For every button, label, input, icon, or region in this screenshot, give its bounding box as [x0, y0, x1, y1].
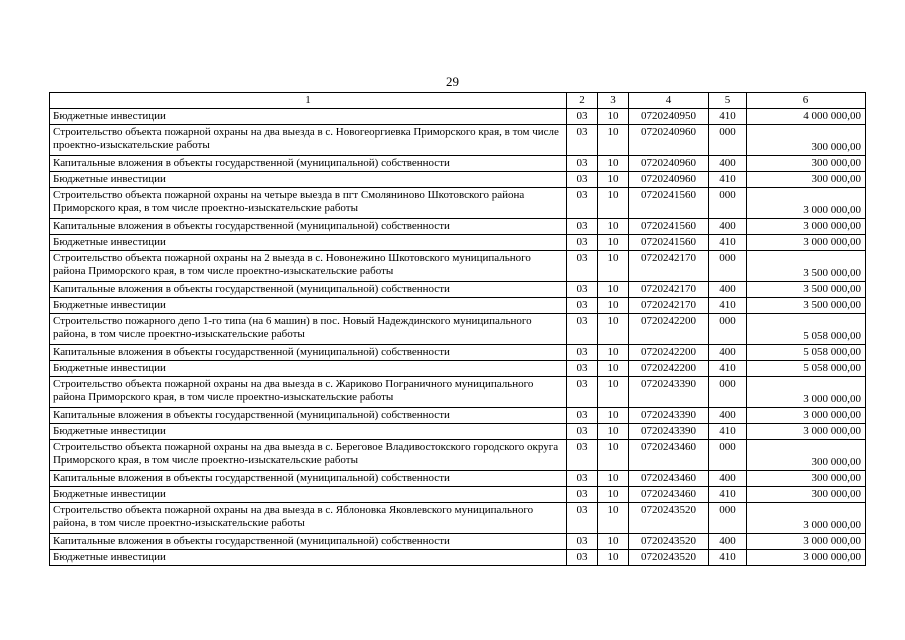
- target-article-code: 0720243390: [629, 377, 709, 408]
- subsection-code: 10: [598, 487, 629, 503]
- amount-value: 5 058 000,00: [747, 345, 866, 361]
- expense-type-code: 410: [709, 235, 747, 251]
- target-article-code: 0720243460: [629, 471, 709, 487]
- amount-value: 3 000 000,00: [747, 235, 866, 251]
- target-article-code: 0720241560: [629, 235, 709, 251]
- subsection-code: 10: [598, 251, 629, 282]
- expense-type-code: 410: [709, 487, 747, 503]
- header-col-6: 6: [747, 93, 866, 109]
- section-code: 03: [567, 282, 598, 298]
- target-article-code: 0720242200: [629, 361, 709, 377]
- table-row: [50, 471, 866, 487]
- section-code: 03: [567, 503, 598, 534]
- budget-item-name: Капитальные вложения в объекты государственной (муниципальной) собственности: [50, 345, 567, 361]
- budget-item-name: Строительство объекта пожарной охраны на два выезда в с. Жариково Пограничного муниципального района Приморского края, в том числе проектно-изыскательские работы: [50, 377, 567, 408]
- subsection-code: 10: [598, 219, 629, 235]
- table-row: [50, 440, 866, 471]
- table-row: [50, 282, 866, 298]
- target-article-code: 0720240950: [629, 109, 709, 125]
- expense-type-code: 410: [709, 424, 747, 440]
- table-row: [50, 188, 866, 219]
- budget-item-name: Строительство объекта пожарной охраны на 2 выезда в с. Новонежино Шкотовского муниципального района Приморского края, в том числе проектно-изыскательские работы: [50, 251, 567, 282]
- budget-item-name: Бюджетные инвестиции: [50, 109, 567, 125]
- target-article-code: 0720243520: [629, 503, 709, 534]
- page-number: 29: [446, 74, 459, 89]
- budget-item-name: Строительство объекта пожарной охраны на два выезда в с. Яблоновка Яковлевского муниципального района, в том числе проектно-изыскательские работы: [50, 503, 567, 534]
- table-row: [50, 314, 866, 345]
- table-row: [50, 424, 866, 440]
- table-row: [50, 235, 866, 251]
- target-article-code: 0720242170: [629, 251, 709, 282]
- amount-value: 300 000,00: [747, 125, 866, 156]
- target-article-code: 0720243520: [629, 534, 709, 550]
- budget-table: [49, 92, 866, 566]
- amount-value: 3 000 000,00: [747, 424, 866, 440]
- table-row: [50, 534, 866, 550]
- section-code: 03: [567, 314, 598, 345]
- subsection-code: 10: [598, 282, 629, 298]
- expense-type-code: 400: [709, 534, 747, 550]
- target-article-code: 0720240960: [629, 125, 709, 156]
- budget-item-name: Капитальные вложения в объекты государственной (муниципальной) собственности: [50, 219, 567, 235]
- table-row: [50, 345, 866, 361]
- target-article-code: 0720240960: [629, 172, 709, 188]
- amount-value: 3 000 000,00: [747, 408, 866, 424]
- amount-value: 4 000 000,00: [747, 109, 866, 125]
- amount-value: 3 500 000,00: [747, 282, 866, 298]
- amount-value: 300 000,00: [747, 471, 866, 487]
- table-row: [50, 251, 866, 282]
- target-article-code: 0720243520: [629, 550, 709, 566]
- section-code: 03: [567, 172, 598, 188]
- subsection-code: 10: [598, 424, 629, 440]
- subsection-code: 10: [598, 298, 629, 314]
- expense-type-code: 000: [709, 251, 747, 282]
- table-row: [50, 109, 866, 125]
- table-row: [50, 125, 866, 156]
- budget-item-name: Бюджетные инвестиции: [50, 487, 567, 503]
- budget-item-name: Бюджетные инвестиции: [50, 235, 567, 251]
- target-article-code: 0720242200: [629, 345, 709, 361]
- section-code: 03: [567, 408, 598, 424]
- subsection-code: 10: [598, 503, 629, 534]
- amount-value: 3 000 000,00: [747, 219, 866, 235]
- amount-value: 3 000 000,00: [747, 534, 866, 550]
- section-code: 03: [567, 424, 598, 440]
- target-article-code: 0720242170: [629, 282, 709, 298]
- amount-value: 3 500 000,00: [747, 251, 866, 282]
- section-code: 03: [567, 219, 598, 235]
- budget-item-name: Строительство пожарного депо 1-го типа (на 6 машин) в пос. Новый Надеждинского муниципального района, в том числе проектно-изыскательские работы: [50, 314, 567, 345]
- section-code: 03: [567, 361, 598, 377]
- budget-item-name: Строительство объекта пожарной охраны на два выезда в с. Новогеоргиевка Приморского края, в том числе проектно-изыскательские работы: [50, 125, 567, 156]
- expense-type-code: 000: [709, 377, 747, 408]
- expense-type-code: 000: [709, 188, 747, 219]
- table-body: [50, 93, 866, 566]
- subsection-code: 10: [598, 440, 629, 471]
- amount-value: 300 000,00: [747, 156, 866, 172]
- header-col-3: 3: [598, 93, 629, 109]
- budget-item-name: Капитальные вложения в объекты государственной (муниципальной) собственности: [50, 471, 567, 487]
- target-article-code: 0720243460: [629, 487, 709, 503]
- section-code: 03: [567, 188, 598, 219]
- budget-item-name: Бюджетные инвестиции: [50, 172, 567, 188]
- section-code: 03: [567, 487, 598, 503]
- expense-type-code: 400: [709, 471, 747, 487]
- table-row: [50, 487, 866, 503]
- subsection-code: 10: [598, 377, 629, 408]
- amount-value: 300 000,00: [747, 440, 866, 471]
- target-article-code: 0720241560: [629, 219, 709, 235]
- budget-item-name: Капитальные вложения в объекты государственной (муниципальной) собственности: [50, 156, 567, 172]
- subsection-code: 10: [598, 534, 629, 550]
- budget-item-name: Бюджетные инвестиции: [50, 361, 567, 377]
- amount-value: 300 000,00: [747, 487, 866, 503]
- section-code: 03: [567, 251, 598, 282]
- expense-type-code: 410: [709, 298, 747, 314]
- section-code: 03: [567, 471, 598, 487]
- section-code: 03: [567, 534, 598, 550]
- expense-type-code: 000: [709, 503, 747, 534]
- table-row: [50, 408, 866, 424]
- budget-item-name: Капитальные вложения в объекты государственной (муниципальной) собственности: [50, 534, 567, 550]
- amount-value: 3 500 000,00: [747, 298, 866, 314]
- table-row: [50, 298, 866, 314]
- target-article-code: 0720241560: [629, 188, 709, 219]
- subsection-code: 10: [598, 235, 629, 251]
- expense-type-code: 000: [709, 125, 747, 156]
- header-col-4: 4: [629, 93, 709, 109]
- amount-value: 3 000 000,00: [747, 377, 866, 408]
- section-code: 03: [567, 298, 598, 314]
- subsection-code: 10: [598, 550, 629, 566]
- budget-item-name: Строительство объекта пожарной охраны на два выезда в с. Береговое Владивостокского городского округа Приморского края, в том числе проектно-изыскательские работы: [50, 440, 567, 471]
- expense-type-code: 410: [709, 172, 747, 188]
- expense-type-code: 400: [709, 156, 747, 172]
- table-row: [50, 156, 866, 172]
- target-article-code: 0720243460: [629, 440, 709, 471]
- subsection-code: 10: [598, 125, 629, 156]
- subsection-code: 10: [598, 471, 629, 487]
- target-article-code: 0720243390: [629, 408, 709, 424]
- section-code: 03: [567, 156, 598, 172]
- expense-type-code: 400: [709, 408, 747, 424]
- budget-item-name: Капитальные вложения в объекты государственной (муниципальной) собственности: [50, 282, 567, 298]
- subsection-code: 10: [598, 314, 629, 345]
- subsection-code: 10: [598, 361, 629, 377]
- budget-item-name: Бюджетные инвестиции: [50, 550, 567, 566]
- subsection-code: 10: [598, 172, 629, 188]
- section-code: 03: [567, 377, 598, 408]
- budget-item-name: Бюджетные инвестиции: [50, 424, 567, 440]
- header-col-2: 2: [567, 93, 598, 109]
- amount-value: 5 058 000,00: [747, 314, 866, 345]
- expense-type-code: 400: [709, 219, 747, 235]
- section-code: 03: [567, 345, 598, 361]
- amount-value: 3 000 000,00: [747, 503, 866, 534]
- expense-type-code: 000: [709, 440, 747, 471]
- table-row: [50, 550, 866, 566]
- target-article-code: 0720242170: [629, 298, 709, 314]
- table-row: [50, 361, 866, 377]
- subsection-code: 10: [598, 156, 629, 172]
- table-row: [50, 219, 866, 235]
- amount-value: 3 000 000,00: [747, 550, 866, 566]
- header-col-5: 5: [709, 93, 747, 109]
- expense-type-code: 400: [709, 345, 747, 361]
- amount-value: 5 058 000,00: [747, 361, 866, 377]
- table-row: [50, 377, 866, 408]
- target-article-code: 0720243390: [629, 424, 709, 440]
- section-code: 03: [567, 440, 598, 471]
- subsection-code: 10: [598, 345, 629, 361]
- header-col-1: 1: [50, 93, 567, 109]
- budget-item-name: Капитальные вложения в объекты государственной (муниципальной) собственности: [50, 408, 567, 424]
- subsection-code: 10: [598, 109, 629, 125]
- expense-type-code: 410: [709, 361, 747, 377]
- table-row: [50, 503, 866, 534]
- section-code: 03: [567, 235, 598, 251]
- expense-type-code: 410: [709, 109, 747, 125]
- amount-value: 300 000,00: [747, 172, 866, 188]
- table-row: [50, 172, 866, 188]
- subsection-code: 10: [598, 188, 629, 219]
- target-article-code: 0720242200: [629, 314, 709, 345]
- budget-item-name: Бюджетные инвестиции: [50, 298, 567, 314]
- table-header-row: [50, 93, 866, 109]
- expense-type-code: 400: [709, 282, 747, 298]
- budget-item-name: Строительство объекта пожарной охраны на четыре выезда в пгт Смоляниново Шкотовского района Приморского края, в том числе проектно-изыскательские работы: [50, 188, 567, 219]
- expense-type-code: 410: [709, 550, 747, 566]
- target-article-code: 0720240960: [629, 156, 709, 172]
- expense-type-code: 000: [709, 314, 747, 345]
- section-code: 03: [567, 109, 598, 125]
- section-code: 03: [567, 125, 598, 156]
- amount-value: 3 000 000,00: [747, 188, 866, 219]
- subsection-code: 10: [598, 408, 629, 424]
- section-code: 03: [567, 550, 598, 566]
